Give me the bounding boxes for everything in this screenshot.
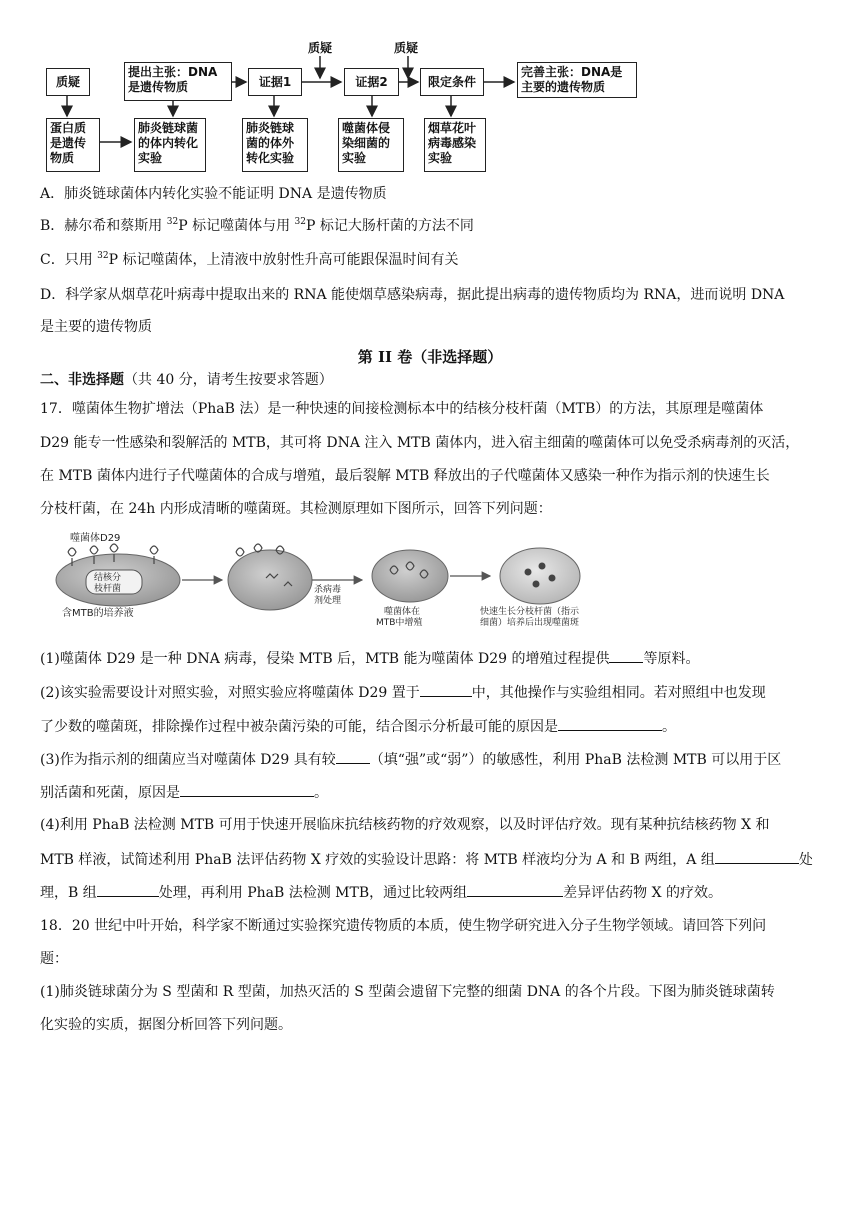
- amplify-cell: [372, 550, 448, 602]
- doubt-label-2: 质疑: [394, 41, 419, 55]
- svg-text:枝杆菌: 枝杆菌: [94, 584, 122, 594]
- result-label: 快速生长分枝杆菌（指示: [480, 607, 580, 617]
- box-phage: 噬菌体侵染细菌的实验: [338, 118, 404, 172]
- section-heading: 二、非选择题（共 40 分，请考生按要求答题）: [40, 372, 333, 388]
- amplify-label: 噬菌体在: [384, 607, 421, 617]
- option-b: B．赫尔希和蔡斯用 $^{32}$P 标记噬菌体与用 $^{32}$P 标记大肠杆菌的方法不同: [40, 217, 474, 234]
- box-perfect: 完善主张：DNA是主要的遗传物质: [517, 62, 637, 98]
- q17-line3: 在 MTB 菌体内进行子代噬菌体的合成与增殖，最后裂解 MTB 释放出的子代噬菌体又感染一种作为指示剂的快速生长: [40, 468, 770, 484]
- q17-p4-l2: MTB 样液，试简述利用 PhaB 法评估药物 X 疗效的实验设计思路：将 MTB 样液均分为 A 和 B 两组，A 组 处: [40, 849, 820, 870]
- box-invivo: 肺炎链球菌的体内转化实验: [134, 118, 206, 172]
- option-a: A．肺炎链球菌体内转化实验不能证明 DNA 是遗传物质: [40, 186, 387, 202]
- q18-p1-l2: 化实验的实质，据图分析回答下列问题。: [40, 1017, 292, 1033]
- doubt-label-1: 质疑: [308, 41, 333, 55]
- svg-text:MTB中增殖: MTB中增殖: [376, 618, 423, 628]
- phab-diagram: [40, 530, 640, 630]
- q17-p2: (2)该实验需要设计对照实验，对照实验应将噬菌体 D29 置于 中，其他操作与实验组相同。若对照组中也发现: [40, 682, 820, 703]
- q17-p2-l2: 了少数的噬菌斑，排除操作过程中被杂菌污染的可能，结合图示分析最可能的原因是 。: [40, 716, 820, 737]
- treat-label: 杀病毒: [314, 585, 342, 595]
- option-c: C．只用 $^{32}$P 标记噬菌体，上清液中放射性升高可能跟保温时间有关: [40, 251, 459, 268]
- q17-line1: 17．噬菌体生物扩增法（PhaB 法）是一种快速的间接检测标本中的结核分枝杆菌（MTB）的方法，其原理是噬菌体: [40, 401, 764, 417]
- infected-cell: [228, 550, 312, 610]
- svg-text:细菌）培养后出现噬菌斑: 细菌）培养后出现噬菌斑: [480, 618, 580, 628]
- option-d-line1: D．科学家从烟草花叶病毒中提取出来的 RNA 能使烟草感染病毒，据此提出病毒的遗传物质均为 RNA，进而说明 DNA: [40, 287, 785, 303]
- q17-line2: D29 能专一性感染和裂解活的 MTB，其可将 DNA 注入 MTB 菌体内，进入宿主细菌的噬菌体可以免受杀病毒剂的灭活，: [40, 435, 800, 451]
- q18-p1-l1: (1)肺炎链球菌分为 S 型菌和 R 型菌，加热灭活的 S 型菌会遗留下完整的细菌 DNA 的各个片段。下图为肺炎链球菌转: [40, 984, 775, 1000]
- q17-p3: (3)作为指示剂的细菌应当对噬菌体 D29 具有较 （填“强”或“弱”）的敏感性，利用 PhaB 法检测 MTB 可以用于区: [40, 749, 820, 770]
- q18-line1: 18．20 世纪中叶开始，科学家不断通过实验探究遗传物质的本质，使生物学研究进入分子生物学领域。请回答下列问: [40, 918, 767, 934]
- box-evidence1: 证据1: [248, 68, 302, 96]
- box-protein: 蛋白质是遗传物质: [46, 118, 100, 172]
- q17-line4: 分枝杆菌，在 24h 内形成清晰的噬菌斑。其检测原理如下图所示，回答下列问题：: [40, 501, 552, 517]
- svg-text:剂处理: 剂处理: [314, 596, 342, 606]
- option-d-line2: 是主要的遗传物质: [40, 319, 152, 335]
- box-proposal: 提出主张：DNA是遗传物质: [124, 62, 232, 101]
- q17-p4-l3: 理，B 组 处理，再利用 PhaB 法检测 MTB，通过比较两组 差异评估药物 X 的疗效。: [40, 882, 820, 903]
- q17-p1: (1)噬菌体 D29 是一种 DNA 病毒，侵染 MTB 后，MTB 能为噬菌体 D29 的增殖过程提供 等原料。: [40, 648, 820, 669]
- q17-p4-l1: (4)利用 PhaB 法检测 MTB 可用于快速开展临床抗结核药物的疗效观察，以及时评估疗效。现有某种抗结核药物 X 和: [40, 817, 770, 833]
- phage-label: 噬菌体D29: [70, 533, 121, 544]
- box-doubt: 质疑: [46, 68, 90, 96]
- box-invitro: 肺炎链球菌的体外转化实验: [242, 118, 308, 172]
- plate: [500, 548, 580, 604]
- medium-label: 含MTB的培养液: [62, 608, 134, 619]
- section-title: 第 II 卷（非选择题）: [357, 348, 503, 366]
- box-tmv: 烟草花叶病毒感染实验: [424, 118, 486, 172]
- box-evidence2: 证据2: [344, 68, 399, 96]
- q18-line2: 题：: [40, 951, 68, 967]
- q17-p3-l2: 别活菌和死菌，原因是 。: [40, 782, 820, 803]
- cell-label: 结核分: [94, 573, 122, 583]
- box-limit: 限定条件: [420, 68, 484, 96]
